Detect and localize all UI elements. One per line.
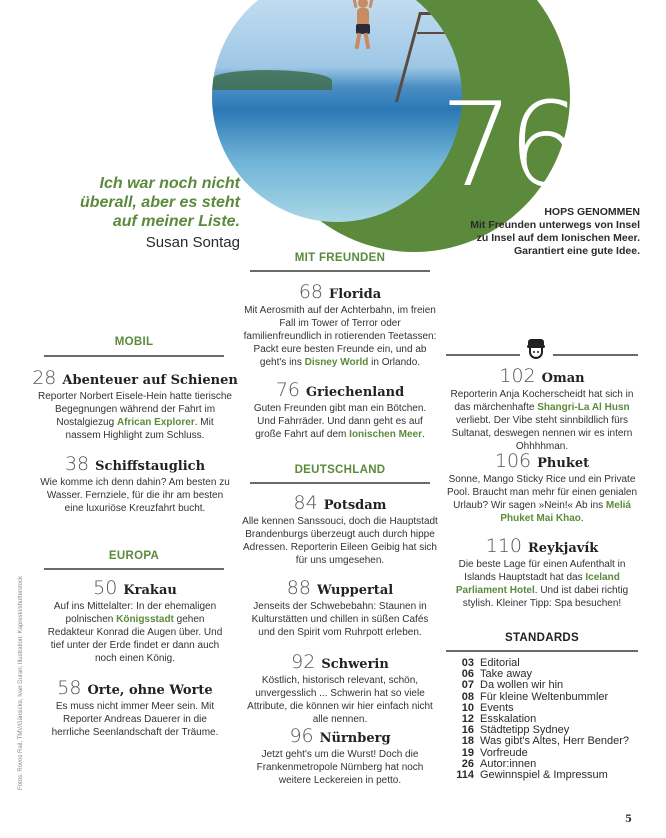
story-92[interactable] — [244, 651, 436, 726]
story-text: Auf ins Mittelalter: In der ehemaligen polnischen Königsstadt gehen Redakteur Konrad die Augen über. Und tief unter der Erde findet er dann auch noch einen König. — [47, 601, 223, 664]
story-84[interactable] — [240, 492, 440, 567]
story-text: Reporterin Anja Kocherscheidt hat sich in das märchenhafte Shangri-La Al Husn verliebt. Der Vibe steht sinnbildlich fürs Sultanat, deswegen nennen wir es intern Ohhhhman. — [450, 389, 634, 452]
story-text: Köstlich, historisch relevant, schön, unvergesslich ... Schwerin hat so viele Attribute, die können wir hier einfach nicht alle nennen. — [247, 675, 433, 725]
story-number: 68 — [298, 281, 324, 303]
divider — [44, 568, 224, 570]
story-title: Wuppertal — [316, 583, 394, 598]
standards-label: Städtetipp Sydney — [480, 724, 570, 737]
story-title: Oman — [541, 371, 585, 386]
story-number: 76 — [275, 379, 301, 401]
story-number: 88 — [286, 577, 311, 599]
standards-page: 19 — [461, 746, 474, 759]
story-38[interactable] — [40, 453, 230, 515]
story-96[interactable] — [250, 725, 430, 787]
standards-label: Autor:innen — [480, 757, 537, 770]
story-title: Krakau — [123, 583, 177, 598]
divider — [446, 354, 520, 356]
story-88[interactable] — [246, 577, 434, 639]
standards-item[interactable] — [452, 736, 638, 747]
standards-page: 07 — [461, 679, 474, 692]
standards-label: Events — [480, 701, 514, 714]
standards-label: Was gibt's Altes, Herr Bender? — [480, 735, 630, 748]
story-58[interactable] — [46, 677, 224, 739]
story-title: Schiffstauglich — [95, 459, 206, 474]
story-76[interactable] — [244, 379, 436, 441]
story-number: 92 — [291, 651, 316, 673]
photo-credits: Fotos: Rovos Rail, TMV/Gänsicke, Ivan Duran; Illustration: Kapreski/shutterstock — [18, 576, 24, 790]
divider — [250, 270, 430, 272]
hero-caption-title: HOPS GENOMMEN — [544, 206, 640, 218]
section-deutschland: DEUTSCHLAND — [294, 464, 386, 476]
standards-label: Take away — [480, 668, 532, 681]
bellboy-icon — [527, 339, 545, 361]
standards-page: 03 — [461, 657, 474, 669]
standards-label: Für kleine Weltenbummler — [480, 690, 609, 703]
story-text: Alle kennen Sanssouci, doch die Hauptstadt Brandenburgs überzeugt auch durch hippe Adressen. Reporterin Eileen Geibig hat sich für uns umgesehen. — [242, 516, 438, 566]
story-110[interactable] — [446, 535, 638, 610]
story-text: Reporter Norbert Eisele-Hein hatte tierische Begegnungen während der Fahrt im Nostalgiezug African Explorer. Mit nassem Highlight zum Schluss. — [38, 391, 232, 441]
story-number: 28 — [32, 367, 57, 389]
story-50[interactable] — [44, 577, 226, 665]
quote-text: Ich war noch nicht überall, aber es steht auf meiner Liste. — [79, 175, 240, 230]
divider — [44, 355, 224, 357]
standards-page: 16 — [461, 724, 474, 737]
section-europa: EUROPA — [108, 550, 160, 562]
standards-page: 26 — [461, 757, 474, 770]
page-number: 5 — [625, 814, 632, 825]
divider — [250, 482, 430, 484]
section-standards: STANDARDS — [504, 632, 580, 644]
story-102[interactable] — [446, 365, 638, 453]
story-title: Florida — [329, 287, 382, 302]
standards-item[interactable] — [452, 770, 638, 781]
story-text: Wie komme ich denn dahin? Am besten zu Wasser. Fernziele, für die ihr am besten eine luxuriöse Kreuzfahrt bucht. — [40, 477, 230, 514]
story-text: Die beste Lage für einen Aufenthalt in Islands Hauptstadt hat das Iceland Parliament Hotel. Und ist dabei richtig stylish. Kleiner Tipp: Spa besuchen! — [455, 559, 629, 609]
story-106[interactable] — [446, 450, 638, 525]
story-text: Es muss nicht immer Meer sein. Mit Reporter Andreas Dauerer in die herrliche Seenlandschaft der Träume. — [51, 701, 219, 738]
story-title: Orte, ohne Worte — [87, 683, 213, 698]
story-number: 96 — [289, 725, 314, 747]
story-title: Reykjavík — [528, 541, 599, 556]
story-number: 38 — [64, 453, 90, 475]
standards-page: 12 — [461, 713, 474, 726]
story-title: Griechenland — [306, 385, 405, 400]
standards-label: Editorial — [480, 657, 520, 669]
hero-caption — [468, 206, 640, 258]
section-mit-freunden: MIT FREUNDEN — [294, 252, 386, 264]
standards-label: Gewinnspiel & Impressum — [480, 769, 608, 782]
pull-quote — [72, 174, 240, 253]
standards-page: 18 — [461, 735, 474, 748]
standards-label: Da wollen wir hin — [480, 679, 564, 692]
story-title: Abenteuer auf Schienen — [62, 373, 238, 388]
standards-page: 114 — [456, 769, 474, 782]
story-title: Phuket — [537, 456, 590, 471]
standards-page: 10 — [461, 701, 474, 714]
quote-author: Susan Sontag — [145, 234, 240, 251]
story-title: Schwerin — [321, 657, 389, 672]
story-text: Jenseits der Schwebebahn: Staunen in Kulturstätten und chillen in süßen Cafés und den Spirit vom Ruhrpott erleben. — [251, 601, 429, 638]
story-number: 110 — [485, 535, 522, 557]
story-text: Mit Aerosmith auf der Achterbahn, im freien Fall im Tower of Terror oder familienfreundlich in rotierenden Teetassen: Packt eure besten Freunde ein, und ab geht's ins Disney World in Orlando. — [243, 305, 437, 368]
story-text: Guten Freunden gibt man ein Bötchen. Und Fahrräder. Und dann geht es auf große Fahrt auf dem Ionischen Meer. — [253, 403, 427, 440]
standards-label: Vorfreude — [480, 746, 528, 759]
story-number: 58 — [57, 677, 82, 699]
section-mobil: MOBIL — [114, 336, 154, 348]
story-number: 102 — [499, 365, 536, 387]
standards-page: 06 — [461, 668, 474, 681]
story-title: Potsdam — [323, 498, 387, 513]
story-text: Sonne, Mango Sticky Rice und ein Private Pool. Braucht man mehr für einen genialen Urlaub? Wir sagen »Nein!« Ab ins Meliá Phuket Mai Khao. — [446, 474, 638, 524]
story-68[interactable] — [240, 281, 440, 369]
hero-page-number: 76 — [440, 78, 576, 213]
hero-caption-text: Mit Freunden unterwegs von Insel zu Insel auf dem Ionischen Meer. Garantiert eine gute Idee. — [470, 219, 640, 257]
story-number: 50 — [93, 577, 118, 599]
story-text: Jetzt geht's um die Wurst! Doch die Frankenmetropole Nürnberg hat noch weitere Leckereien in petto. — [256, 749, 424, 786]
story-number: 84 — [293, 492, 318, 514]
standards-page: 08 — [461, 690, 474, 703]
story-number: 106 — [494, 450, 532, 472]
divider — [446, 650, 638, 652]
standards-list — [452, 658, 638, 781]
story-title: Nürnberg — [319, 731, 391, 746]
story-28[interactable] — [32, 367, 238, 442]
standards-item[interactable] — [452, 680, 638, 691]
divider — [553, 354, 638, 356]
standards-label: Esskalation — [480, 713, 537, 726]
